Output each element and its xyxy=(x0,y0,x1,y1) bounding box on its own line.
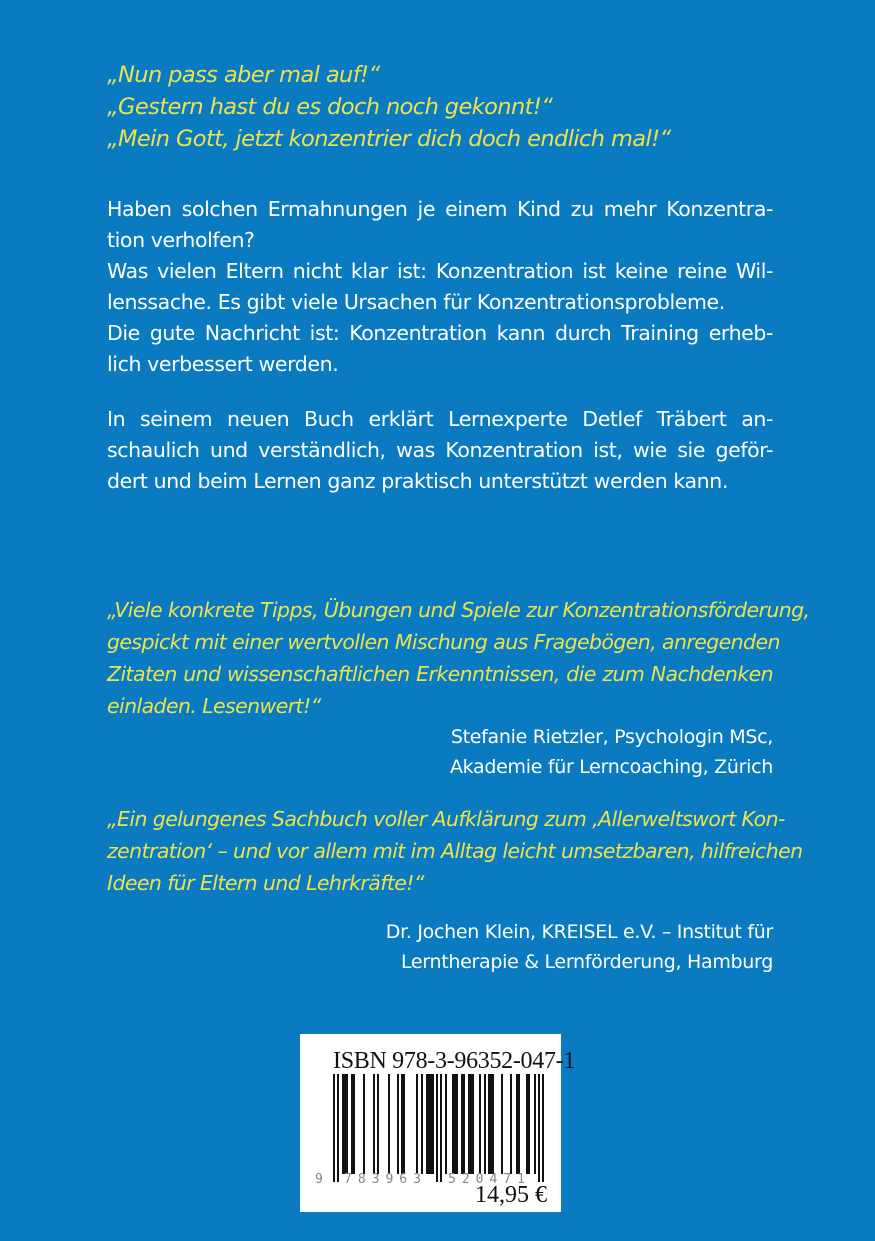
intro-line: Haben solchen Ermahnungen je einem Kind zu mehr Konzentra- xyxy=(107,197,773,221)
review-line: Ideen für Eltern und Lehrkräfte!“ xyxy=(107,871,424,895)
price-label: 14,95 € xyxy=(475,1182,547,1208)
intro-line: lenssache. Es gibt viele Ursachen für Konzentrationsprobleme. xyxy=(107,290,725,314)
book-description xyxy=(107,404,773,497)
review-attribution-2 xyxy=(107,917,773,977)
barcode-digits-left: 783963 xyxy=(344,1172,427,1187)
review-attribution-1 xyxy=(107,722,773,782)
attribution-line: Akademie für Lerncoaching, Zürich xyxy=(449,756,773,778)
intro-line: Die gute Nachricht ist: Konzentration kann durch Training erheb- xyxy=(107,321,773,345)
attribution-line: Stefanie Rietzler, Psychologin MSc, xyxy=(450,726,773,748)
opening-quote-3: „Mein Gott, jetzt konzentrier dich doch endlich mal!“ xyxy=(107,126,671,152)
review-line: „Ein gelungenes Sachbuch voller Aufklärung zum ‚Allerweltswort Kon- xyxy=(107,807,785,831)
intro-line: Was vielen Eltern nicht klar ist: Konzentration ist keine reine Wil- xyxy=(107,259,773,283)
attribution-line: Lerntherapie & Lernförderung, Hamburg xyxy=(400,951,773,973)
review-line: gespickt mit einer wertvollen Mischung aus Fragebögen, anregenden xyxy=(107,630,780,654)
book-line: schaulich und verständlich, was Konzentration ist, wie sie geför- xyxy=(107,438,773,462)
review-line: Zitaten und wissenschaftlichen Erkenntnissen, die zum Nachdenken xyxy=(107,662,773,686)
isbn-number: ISBN 978-3-96352-047-1 xyxy=(333,1048,576,1074)
intro-paragraph xyxy=(107,194,773,380)
review-line: einladen. Lesenwert!“ xyxy=(107,694,321,718)
barcode-first-digit: 9 xyxy=(315,1172,329,1187)
book-line: dert und beim Lernen ganz praktisch unterstützt werden kann. xyxy=(107,469,728,493)
opening-quotes xyxy=(107,59,773,155)
barcode-digits-right: 520471 xyxy=(448,1172,531,1187)
opening-quote-2: „Gestern hast du es doch noch gekonnt!“ xyxy=(107,94,553,120)
attribution-line: Dr. Jochen Klein, KREISEL e.V. – Institut für xyxy=(385,921,773,943)
review-quote-1 xyxy=(107,594,810,722)
opening-quote-1: „Nun pass aber mal auf!“ xyxy=(107,62,380,88)
book-line: In seinem neuen Buch erklärt Lernexperte Detlef Träbert an- xyxy=(107,407,773,431)
barcode-icon xyxy=(333,1074,548,1182)
intro-line: lich verbessert werden. xyxy=(107,352,339,376)
isbn-barcode-label xyxy=(300,1034,576,1212)
intro-line: tion verholfen? xyxy=(107,228,255,252)
review-line: zentration‘ – und vor allem mit im Alltag leicht umsetzbaren, hilfreichen xyxy=(107,839,803,863)
review-line: „Viele konkrete Tipps, Übungen und Spiele zur Konzentrationsförderung, xyxy=(107,598,810,622)
review-quote-2 xyxy=(107,803,803,899)
